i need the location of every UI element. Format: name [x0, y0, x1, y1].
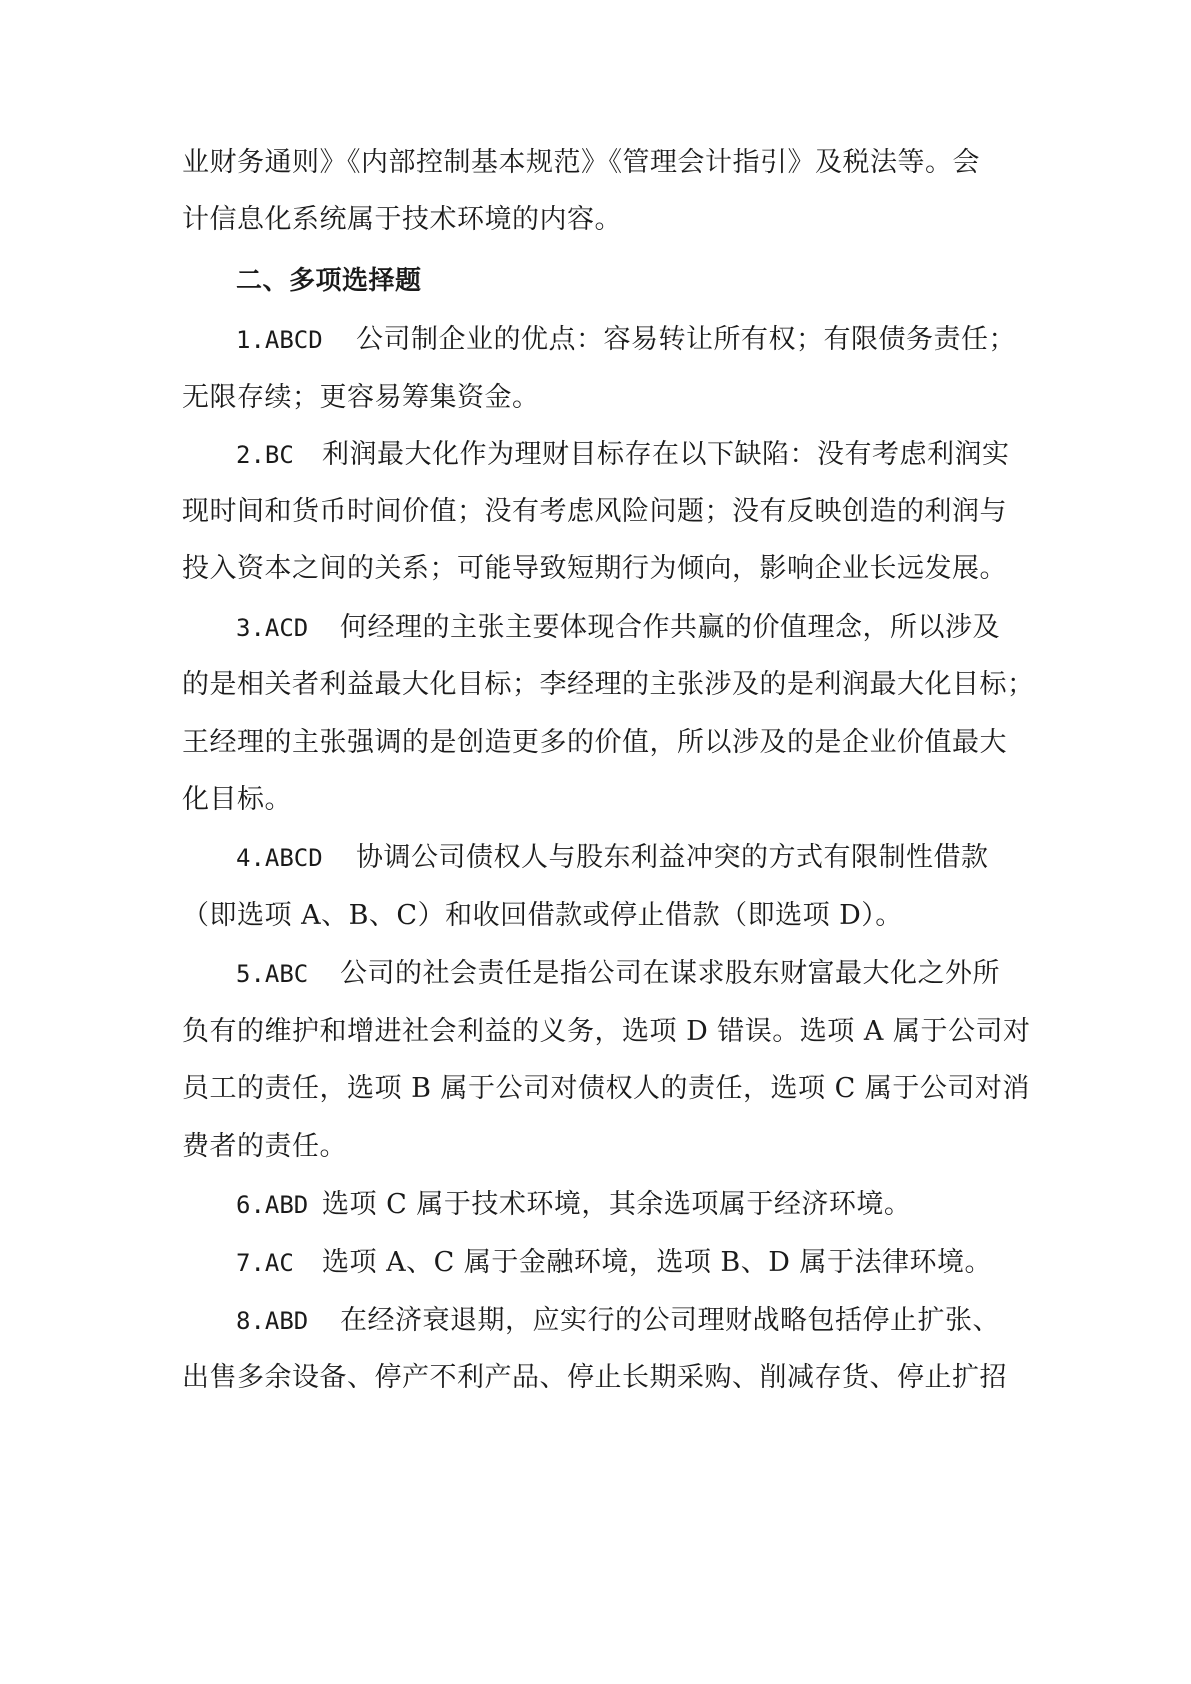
answer-item-3: [236, 610, 1076, 646]
answer-item-2: [236, 437, 1076, 473]
answer-code: 8.ABD: [236, 1307, 309, 1335]
answer-code: 4.ABCD: [236, 844, 323, 872]
paragraph-line: 员工的责任，选项 B 属于公司对债权人的责任，选项 C 属于公司对消: [182, 1073, 1030, 1104]
answer-text: 公司的社会责任是指公司在谋求股东财富最大化之外所: [340, 958, 1000, 989]
paragraph-line: 无限存续；更容易筹集资金。: [182, 382, 540, 413]
paragraph-line: 王经理的主张强调的是创造更多的价值，所以涉及的是企业价值最大: [182, 727, 1007, 758]
answer-text: 协调公司债权人与股东利益冲突的方式有限制性借款: [356, 842, 989, 873]
answer-code: 6.ABD: [236, 1191, 309, 1219]
answer-code: 2.BC: [236, 441, 294, 469]
paragraph-line: 的是相关者利益最大化目标；李经理的主张涉及的是利润最大化目标；: [182, 669, 1035, 700]
answer-text: 选项 A、C 属于金融环境，选项 B、D 属于法律环境。: [322, 1247, 992, 1278]
paragraph-line: 费者的责任。: [182, 1131, 347, 1162]
paragraph-line: 出售多余设备、停产不利产品、停止长期采购、削减存货、停止扩招: [182, 1362, 1007, 1393]
paragraph-line: （即选项 A、B、C）和收回借款或停止借款（即选项 D）。: [182, 900, 903, 931]
answer-text: 公司制企业的优点：容易转让所有权；有限债务责任；: [356, 324, 1016, 355]
answer-code: 1.ABCD: [236, 326, 323, 354]
paragraph-line: 化目标。: [182, 784, 292, 815]
answer-text: 利润最大化作为理财目标存在以下缺陷：没有考虑利润实: [322, 439, 1010, 470]
answer-code: 5.ABC: [236, 960, 309, 988]
answer-item-5: [236, 956, 1076, 992]
answer-text: 在经济衰退期，应实行的公司理财战略包括停止扩张、: [340, 1305, 1000, 1336]
answer-item-7: [236, 1245, 1076, 1281]
paragraph-line: 现时间和货币时间价值；没有考虑风险问题；没有反映创造的利润与: [182, 496, 1007, 527]
answer-item-6: [236, 1187, 1076, 1223]
paragraph-line: 业财务通则》《内部控制基本规范》《管理会计指引》及税法等。会: [182, 147, 980, 178]
paragraph-line: 投入资本之间的关系；可能导致短期行为倾向，影响企业长远发展。: [182, 553, 1007, 584]
answer-code: 7.AC: [236, 1249, 294, 1277]
answer-text: 选项 C 属于技术环境，其余选项属于经济环境。: [322, 1189, 912, 1220]
answer-item-4: [236, 840, 1076, 876]
paragraph-line: 负有的维护和增进社会利益的义务，选项 D 错误。选项 A 属于公司对: [182, 1016, 1031, 1047]
answer-item-1: [236, 322, 1076, 358]
section-heading: 二、多项选择题: [236, 266, 422, 296]
answer-item-8: [236, 1303, 1076, 1339]
answer-text: 何经理的主张主要体现合作共赢的价值理念，所以涉及: [340, 612, 1000, 643]
answer-code: 3.ACD: [236, 614, 309, 642]
paragraph-line: 计信息化系统属于技术环境的内容。: [182, 204, 622, 235]
